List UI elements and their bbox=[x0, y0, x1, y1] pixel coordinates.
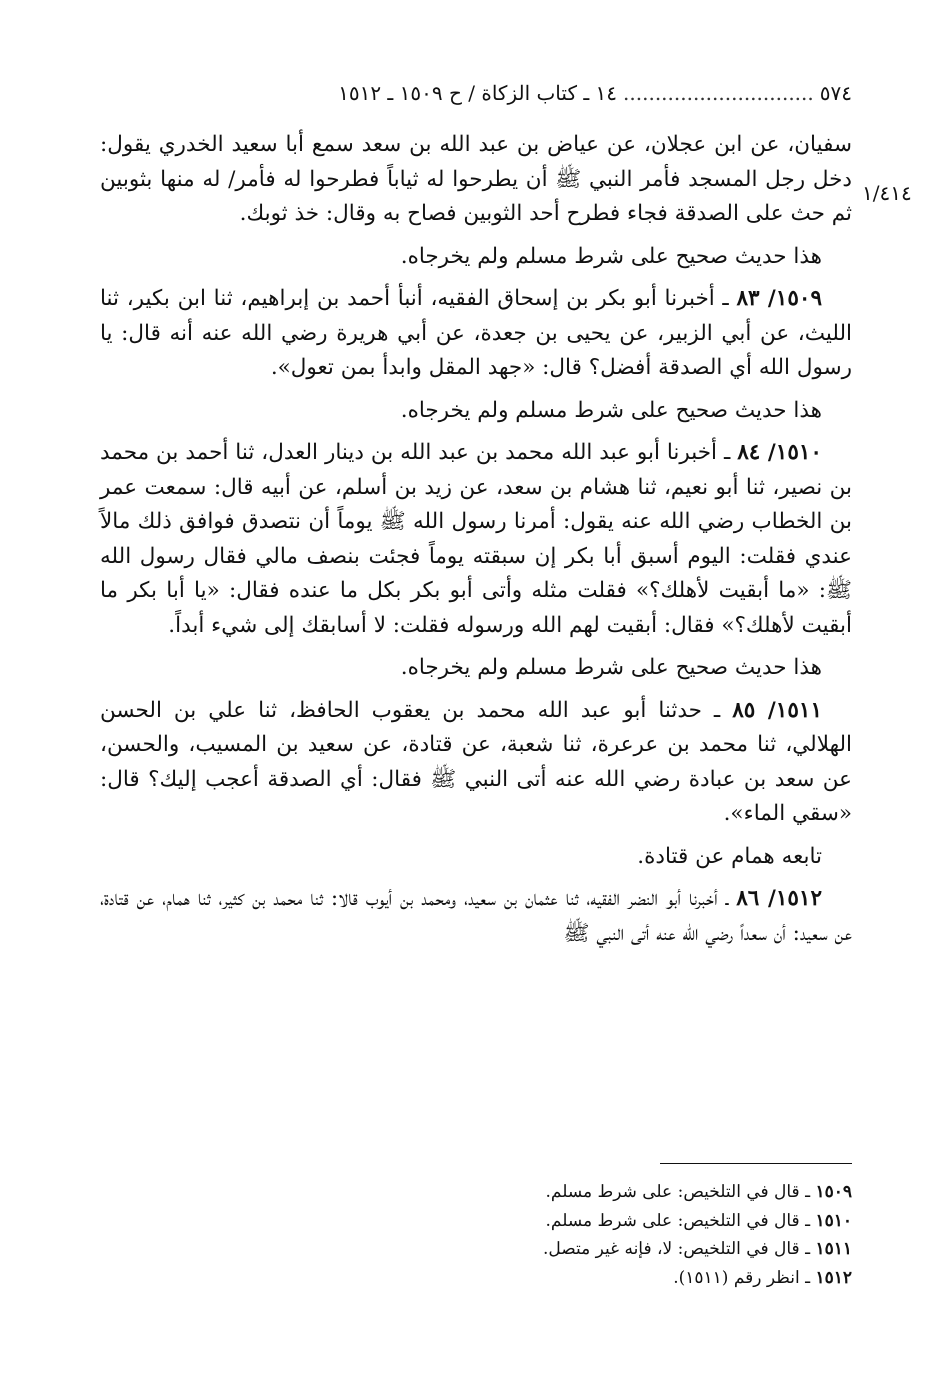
main-text bbox=[100, 128, 852, 959]
footnote-item bbox=[300, 1264, 852, 1293]
hadith-1511 bbox=[100, 694, 852, 832]
footnote-divider bbox=[660, 1163, 852, 1164]
hadith-1509 bbox=[100, 282, 852, 386]
header-dot-leader: .............................. bbox=[623, 81, 814, 105]
running-title: ١٤ ـ كتاب الزكاة / ح ١٥٠٩ ـ ١٥١٢ bbox=[338, 81, 618, 105]
hadith-number: ١٥١٠/ ٨٤ bbox=[737, 440, 822, 465]
footnote-text: ـ قال في التلخيص: لا، فإنه غير متصل. bbox=[542, 1239, 816, 1259]
hadith-number: ١٥١٢/ ٨٦ bbox=[736, 886, 823, 911]
grading-note: هذا حديث صحيح على شرط مسلم ولم يخرجاه. bbox=[400, 655, 822, 680]
grading-note: هذا حديث صحيح على شرط مسلم ولم يخرجاه. bbox=[400, 397, 822, 423]
footnote-item bbox=[300, 1207, 852, 1236]
hadith-text: ـ حدثنا أبو عبد الله محمد بن يعقوب الحافظ، ثنا علي بن الحسن الهلالي، ثنا محمد بن عرعرة، ثنا شعبة، عن قتادة، عن سعيد بن المسيب، والحسن، عن سعد بن عبادة رضي الله عنه أتى النبي ﷺ فقال: أي الصدقة أعجب إليك؟ قال: «سقي الماء». bbox=[100, 697, 852, 826]
footnote-number: ١٥١٢ bbox=[815, 1267, 852, 1288]
footnote-item bbox=[300, 1235, 852, 1264]
footnotes bbox=[300, 1178, 852, 1292]
marginal-manuscript-ref: ١/٤١٤ bbox=[862, 181, 912, 205]
hadith-text: ـ أخبرنا أبو النضر الفقيه، ثنا عثمان بن سعيد، ومحمد بن أيوب قالا: ثنا محمد بن كثير، ثنا همام، عن قتادة، عن سعيد: أن سعداً رضي الله عنه أتى النبي ﷺ bbox=[100, 886, 852, 946]
page-number: ٥٧٤ bbox=[819, 81, 852, 105]
corroboration-note: تابعه همام عن قتادة. bbox=[637, 843, 822, 869]
hadith-1512 bbox=[100, 882, 852, 951]
footnote-item bbox=[300, 1178, 852, 1207]
grading-note: هذا حديث صحيح على شرط مسلم ولم يخرجاه. bbox=[400, 243, 822, 269]
hadith-number: ١٥١١/ ٨٥ bbox=[732, 697, 822, 723]
footnote-text: ـ انظر رقم (١٥١١). bbox=[673, 1267, 816, 1288]
running-header bbox=[108, 78, 852, 108]
footnote-number: ١٥١٠ bbox=[815, 1210, 852, 1231]
hadith-number: ١٥٠٩/ ٨٣ bbox=[736, 286, 822, 311]
text-paragraph: سفيان، عن ابن عجلان، عن عياض بن عبد الله بن سعد سمع أبا سعيد الخدري يقول: دخل رجل المسجد فأمر النبي ﷺ أن يطرحوا له ثياباً فطرحوا له فأمر/ له منها بثوبين ثم حث على الصدقة فجاء فطرح أحد الثوبين فصاح به وقال: خذ ثوبك. bbox=[100, 132, 852, 226]
footnote-text: ـ قال في التلخيص: على شرط مسلم. bbox=[545, 1210, 816, 1231]
footnote-number: ١٥٠٩ bbox=[815, 1182, 852, 1202]
footnote-number: ١٥١١ bbox=[815, 1239, 852, 1259]
hadith-1510 bbox=[100, 436, 852, 643]
footnote-text: ـ قال في التلخيص: على شرط مسلم. bbox=[545, 1182, 816, 1202]
hadith-text: ـ أخبرنا أبو بكر بن إسحاق الفقيه، أنبأ أحمد بن إبراهيم، ثنا ابن بكير، ثنا الليث، عن أبي الزبير، عن يحيى بن جعدة، عن أبي هريرة رضي الله عنه أنه قال: يا رسول الله أي الصدقة أفضل؟ قال: «جهد المقل وابدأ بمن تعول». bbox=[100, 286, 852, 380]
hadith-text: ـ أخبرنا أبو عبد الله محمد بن عبد الله بن دينار العدل، ثنا أحمد بن محمد بن نصير، ثنا أبو نعيم، ثنا هشام بن سعد، عن زيد بن أسلم، عن أبيه قال: سمعت عمر بن الخطاب رضي الله عنه يقول: أمرنا رسول الله ﷺ يوماً أن نتصدق فوافق ذلك مالاً عندي فقلت: اليوم أسبق أبا بكر إن سبقته يوماً فجئت بنصف مالي فقال رسول الله ﷺ: «ما أبقيت لأهلك؟» فقلت مثله وأتى أبو بكر بكل ما عنده فقال: «يا أبا بكر ما أبقيت لأهلك؟» فقال: أبقيت لهم الله ورسوله فقلت: لا أسابقك إلى شيء أبداً. bbox=[100, 440, 852, 638]
